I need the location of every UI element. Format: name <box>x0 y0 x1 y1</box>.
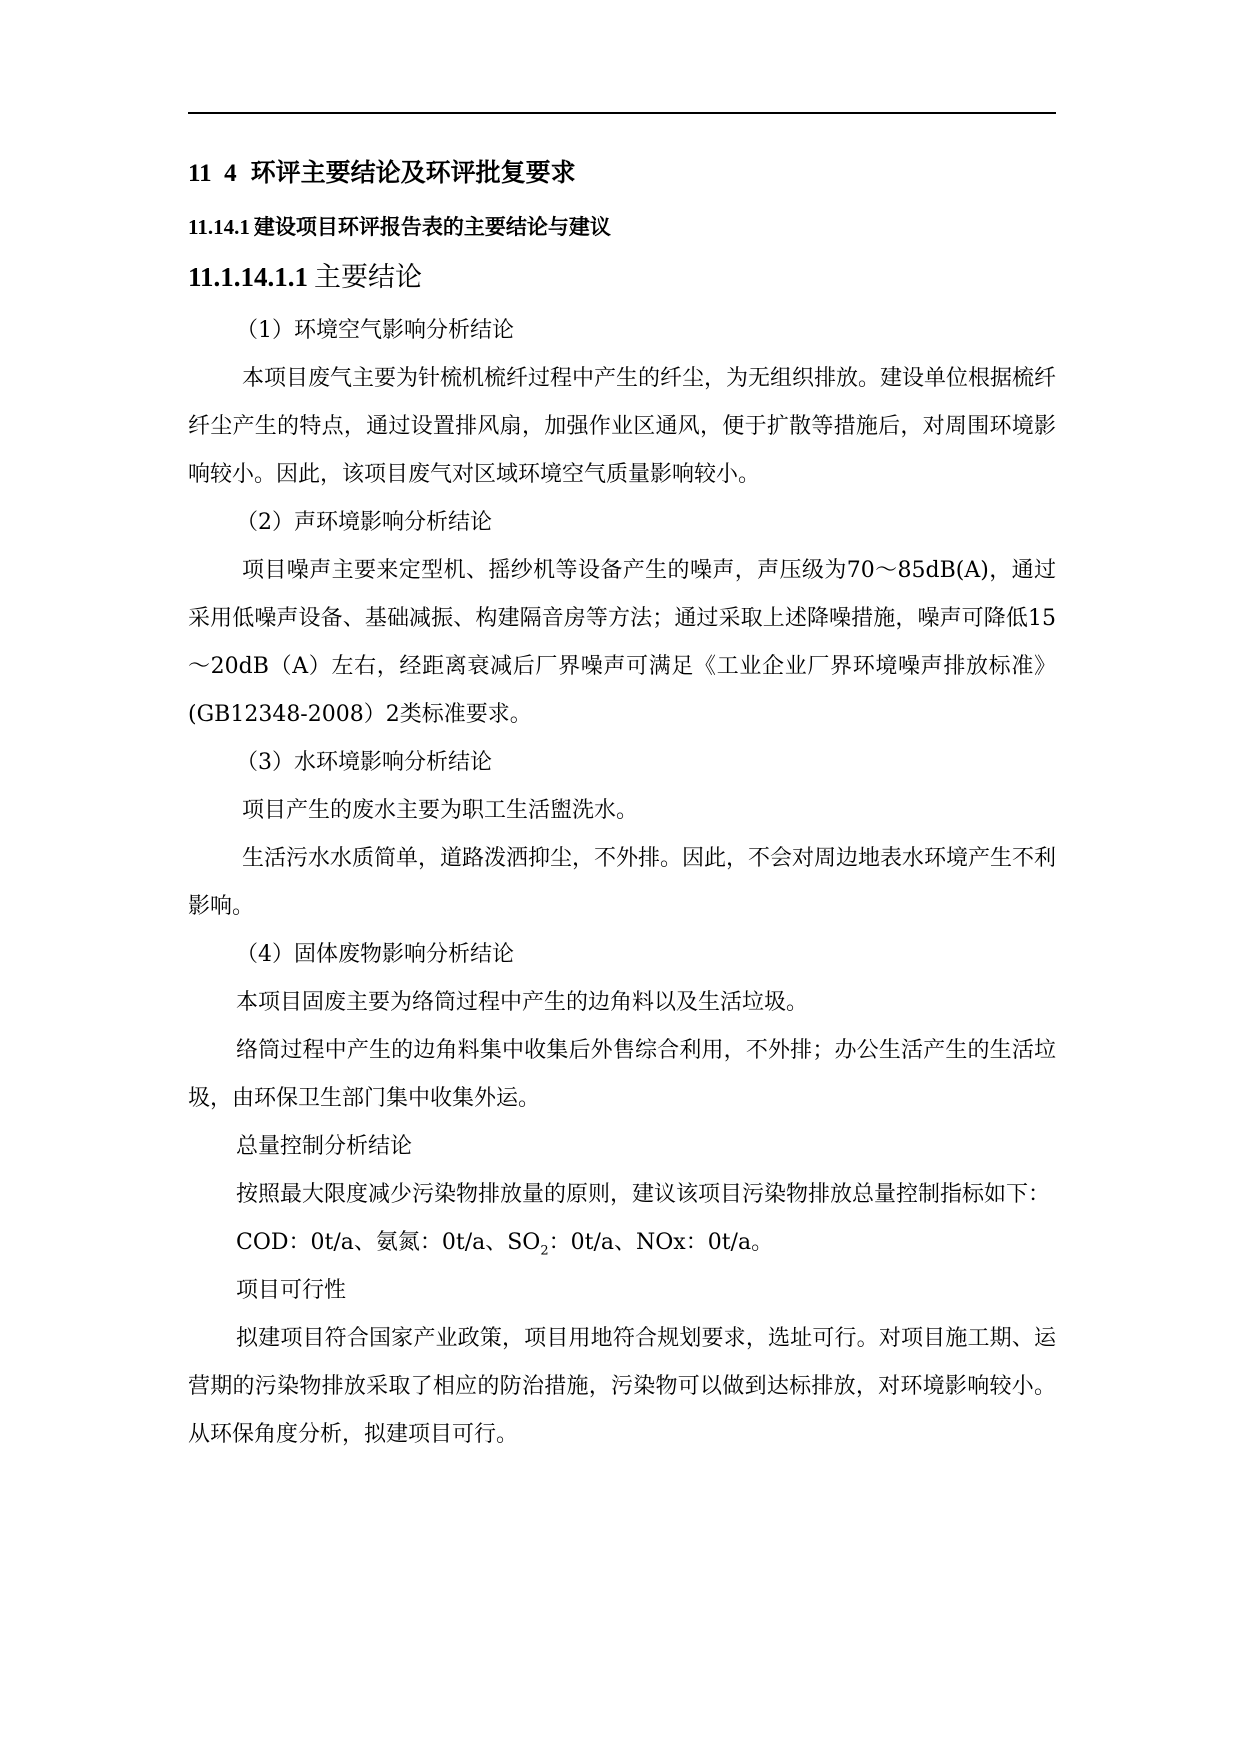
heading-2-number: 11.14.1 <box>188 215 250 239</box>
total-control-paragraph: 按照最大限度减少污染物排放量的原则，建议该项目污染物排放总量控制指标如下： <box>236 1182 1051 1207</box>
feasibility-paragraph: 拟建项目符合国家产业政策，项目用地符合规划要求，选址可行。对项目施工期、运营期的污染物排放采取了相应的防治措施，污染物可以做到达标排放，对环境影响较小。从环保角度分析，拟建项目可行。 <box>188 1326 1056 1447</box>
feasibility-title: 项目可行性 <box>236 1278 347 1303</box>
heading-1-title: 环评主要结论及环评批复要求 <box>250 158 576 187</box>
heading-1-number: 11 4 <box>188 160 237 187</box>
total-control-values <box>188 1219 1056 1267</box>
heading-3-title: 主要结论 <box>314 262 423 293</box>
solid-waste-paragraph-2: 络筒过程中产生的边角料集中收集后外售综合利用，不外排；办公生活产生的生活垃圾，由环保卫生部门集中收集外运。 <box>188 1038 1056 1111</box>
document-body <box>188 155 1056 1459</box>
heading-2-title: 建设项目环评报告表的主要结论与建议 <box>253 214 611 239</box>
section-heading-1 <box>188 155 1056 191</box>
total-control-title: 总量控制分析结论 <box>236 1134 413 1159</box>
section-heading-3 <box>188 259 1056 295</box>
total-values-part-2: ：0t/a、NOx：0t/a。 <box>548 1230 774 1255</box>
heading-3-number: 11.1.14.1.1 <box>188 262 309 292</box>
section-heading-2 <box>188 213 1056 241</box>
solid-waste-title: （4）固体废物影响分析结论 <box>236 942 514 967</box>
total-values-part-1: COD：0t/a、氨氮：0t/a、SO <box>236 1230 541 1255</box>
so2-subscript: 2 <box>540 1243 549 1259</box>
solid-waste-paragraph-1: 本项目固废主要为络筒过程中产生的边角料以及生活垃圾。 <box>236 990 809 1015</box>
water-paragraph-1: 项目产生的废水主要为职工生活盥洗水。 <box>242 798 639 823</box>
air-paragraph: 本项目废气主要为针梳机梳纤过程中产生的纤尘，为无组织排放。建设单位根据梳纤纤尘产生的特点，通过设置排风扇，加强作业区通风，便于扩散等措施后，对周围环境影响较小。因此，该项目废气对区域环境空气质量影响较小。 <box>188 366 1057 487</box>
noise-title: （2）声环境影响分析结论 <box>236 510 492 535</box>
water-title: （3）水环境影响分析结论 <box>236 750 492 775</box>
header-rule <box>188 112 1056 114</box>
air-title: （1）环境空气影响分析结论 <box>236 318 514 343</box>
water-paragraph-2: 生活污水水质简单，道路泼洒抑尘，不外排。因此，不会对周边地表水环境产生不利影响。 <box>188 846 1057 919</box>
noise-paragraph: 项目噪声主要来定型机、摇纱机等设备产生的噪声，声压级为70～85dB(A)，通过采用低噪声设备、基础减振、构建隔音房等方法；通过采取上述降噪措施，噪声可降低15～20dB（A）左右，经距离衰减后厂界噪声可满足《工业企业厂界环境噪声排放标准》(GB12348-2008）2类标准要求。 <box>188 558 1056 727</box>
